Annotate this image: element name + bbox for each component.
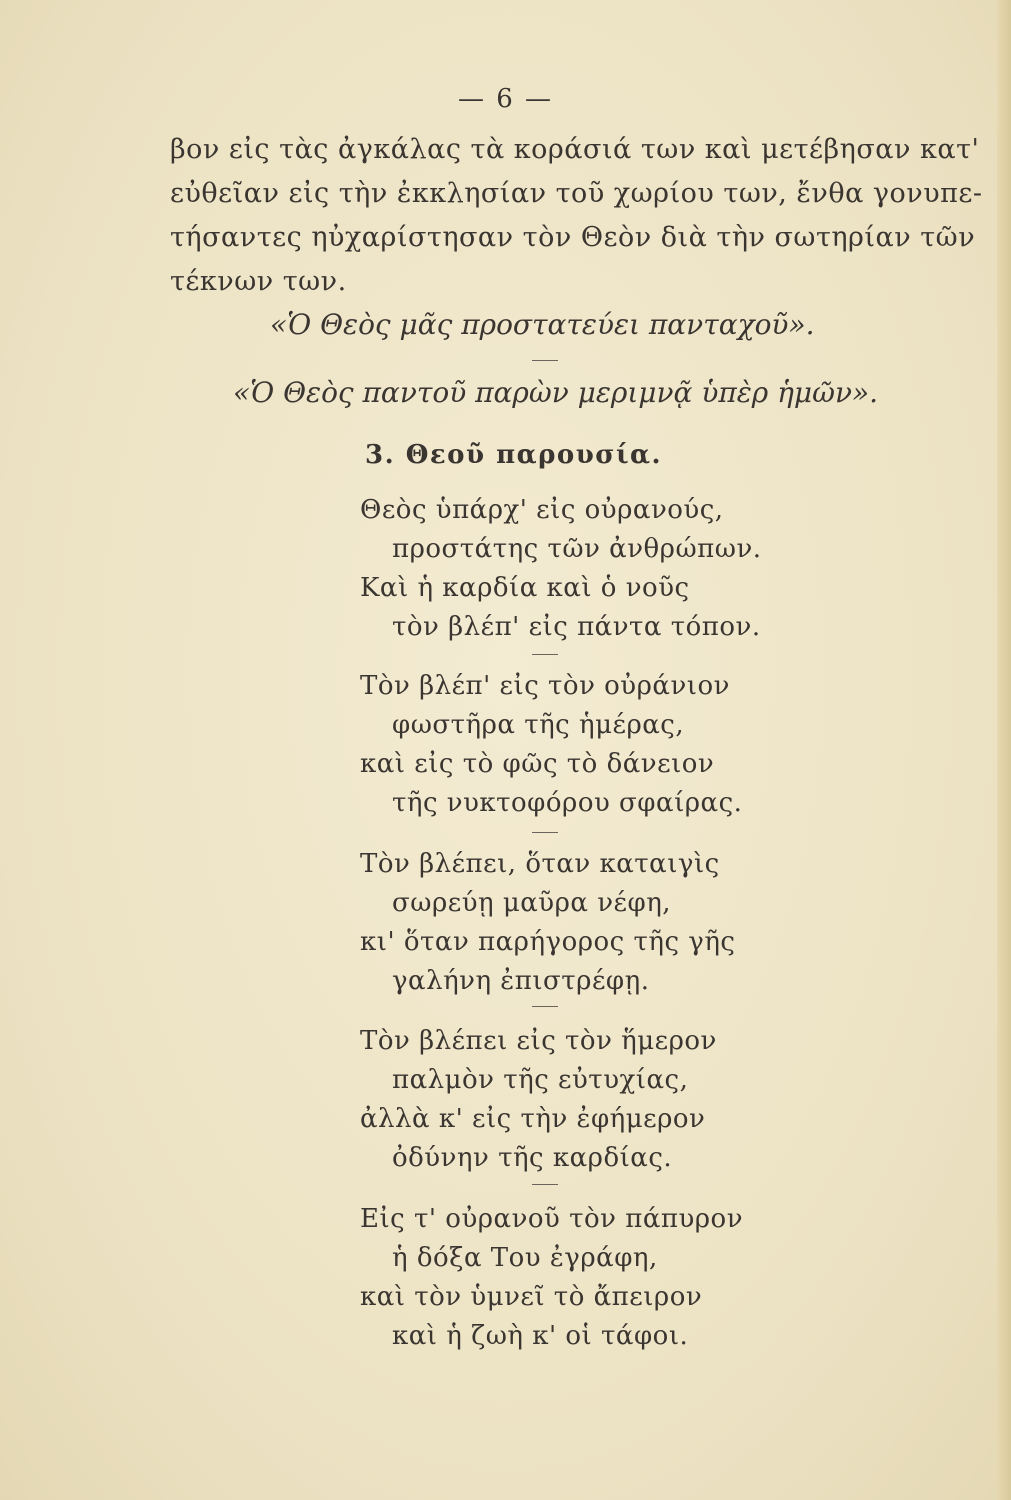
prose-line: βον εἰς τὰς ἀγκάλας τὰ κοράσιά των καὶ μετέβησαν κατ' bbox=[170, 134, 980, 165]
page-gutter bbox=[997, 0, 1011, 1500]
poem-verse: καὶ εἰς τὸ φῶς τὸ δάνειον bbox=[360, 749, 715, 779]
prose-line: εὐθεῖαν εἰς τὴν ἐκκλησίαν τοῦ χωρίου των, ἔνθα γονυπε- bbox=[170, 178, 983, 209]
poem-verse: παλμὸν τῆς εὐτυχίας, bbox=[392, 1065, 689, 1095]
poem-verse: ἡ δόξα Του ἐγράφη, bbox=[392, 1243, 658, 1273]
poem-stanza-5 bbox=[360, 1200, 743, 1356]
poem-verse: καὶ ἡ ζωὴ κ' οἱ τάφοι. bbox=[392, 1321, 689, 1351]
poem-verse: προστάτης τῶν ἀνθρώπων. bbox=[392, 534, 762, 564]
quote-1: «Ὁ Θεὸς μᾶς προστατεύει πανταχοῦ». bbox=[270, 308, 815, 341]
poem-verse: γαλήνη ἐπιστρέφῃ. bbox=[392, 966, 650, 996]
separator-dash bbox=[532, 832, 558, 833]
poem-verse: Τὸν βλέπει εἰς τὸν ἥμερον bbox=[360, 1026, 717, 1056]
prose-paragraph bbox=[170, 128, 983, 304]
prose-line: τέκνων των. bbox=[170, 266, 347, 297]
poem-verse: Θεὸς ὑπάρχ' εἰς οὐρανούς, bbox=[360, 495, 724, 525]
poem-verse: σωρεύῃ μαῦρα νέφη, bbox=[392, 888, 672, 918]
poem-verse: ὀδύνην τῆς καρδίας. bbox=[392, 1143, 673, 1173]
prose-line: τήσαντες ηὐχαρίστησαν τὸν Θεὸν διὰ τὴν σωτηρίαν τῶν bbox=[170, 222, 976, 253]
poem-stanza-1 bbox=[360, 491, 762, 647]
poem-verse: Καὶ ἡ καρδία καὶ ὁ νοῦς bbox=[360, 573, 690, 603]
page-number: — 6 — bbox=[457, 84, 554, 114]
poem-verse: Εἰς τ' οὐρανοῦ τὸν πάπυρον bbox=[360, 1204, 744, 1234]
separator-dash bbox=[532, 1006, 558, 1007]
poem-verse: κι' ὅταν παρήγορος τῆς γῆς bbox=[360, 927, 736, 957]
poem-verse: Τὸν βλέπ' εἰς τὸν οὐράνιον bbox=[360, 671, 730, 701]
section-heading: 3. Θεοῦ παρουσία. bbox=[365, 440, 663, 470]
separator-dash bbox=[532, 654, 558, 655]
poem-stanza-2 bbox=[360, 667, 742, 823]
poem-stanza-4 bbox=[360, 1022, 717, 1178]
poem-verse: τὸν βλέπ' εἰς πάντα τόπον. bbox=[392, 612, 761, 642]
poem-verse: φωστῆρα τῆς ἡμέρας, bbox=[392, 710, 685, 740]
poem-verse: ἀλλὰ κ' εἰς τὴν ἐφήμερον bbox=[360, 1104, 706, 1134]
poem-stanza-3 bbox=[360, 845, 735, 1001]
poem-verse: Τὸν βλέπει, ὅταν καταιγὶς bbox=[360, 849, 720, 879]
separator-dash bbox=[532, 360, 558, 361]
separator-dash bbox=[532, 1184, 558, 1185]
poem-verse: καὶ τὸν ὑμνεῖ τὸ ἄπειρον bbox=[360, 1282, 703, 1312]
quote-2: «Ὁ Θεὸς παντοῦ παρὼν μεριμνᾷ ὑπὲρ ἡμῶν». bbox=[233, 376, 878, 409]
poem-verse: τῆς νυκτοφόρου σφαίρας. bbox=[392, 788, 743, 818]
